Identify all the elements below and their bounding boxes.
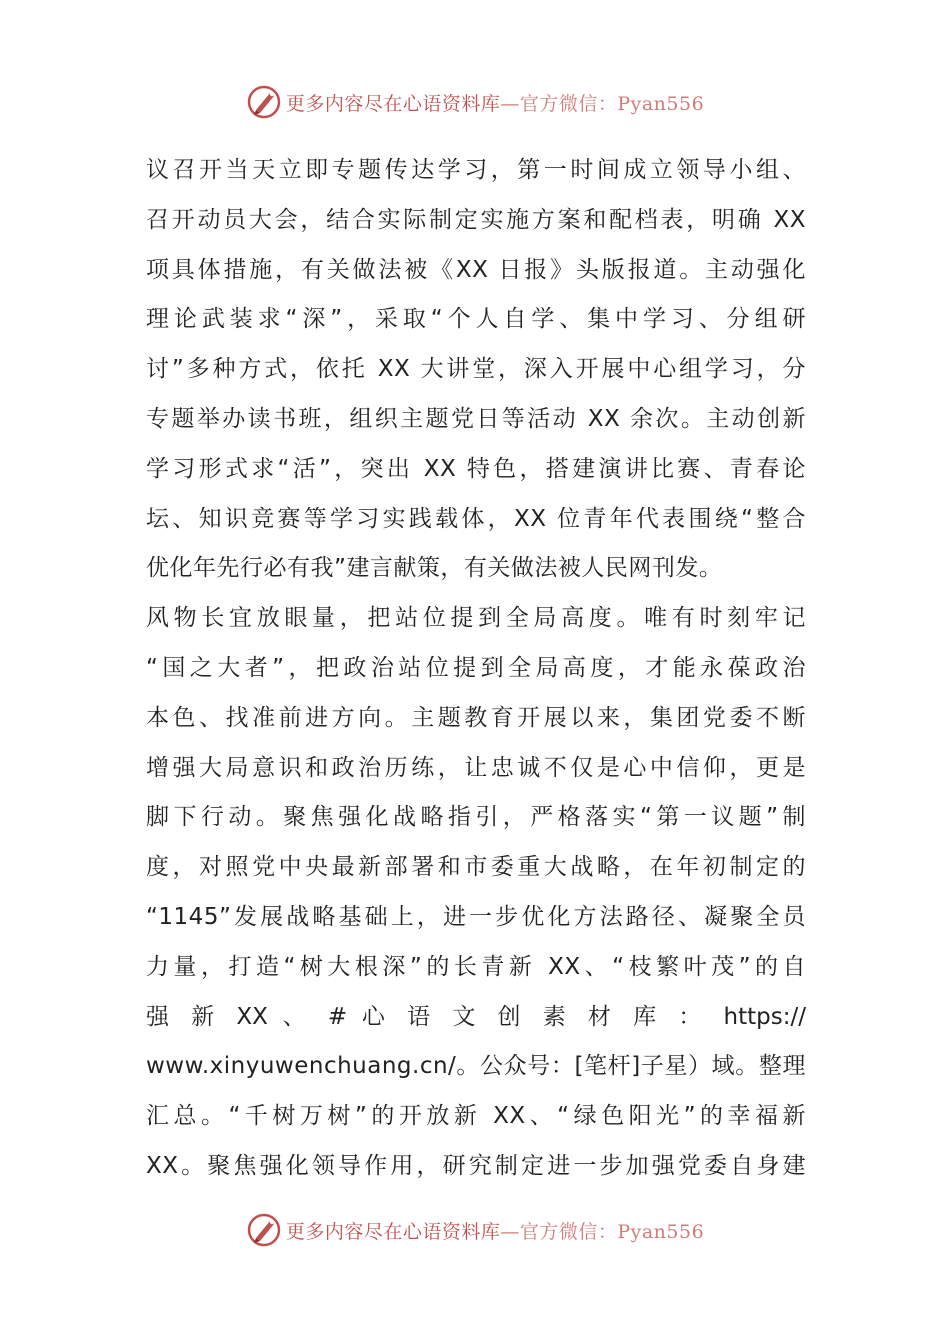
text-line: 优化年先行必有我”建言献策，有关做法被人民网刊发。 (146, 555, 723, 582)
document-body (146, 146, 806, 1192)
text-line: www.xinyuwenchuang.cn/。公众号：[笔杆]子星）域。整理 (146, 1053, 806, 1080)
watermark-text: 更多内容尽在心语资料库—官方微信：Pyan556 (285, 92, 705, 115)
text-line: 讨”多种方式，依托 XX 大讲堂，深入开展中心组学习，分 (146, 356, 806, 383)
watermark-text: 更多内容尽在心语资料库—官方微信：Pyan556 (285, 1220, 705, 1243)
text-line: XX。聚焦强化领导作用，研究制定进一步加强党委自身建 (146, 1152, 806, 1179)
text-line: 力量，打造“树大根深”的长青新 XX、“枝繁叶茂”的自 (146, 953, 806, 980)
text-line: 议召开当天立即专题传达学习，第一时间成立领导小组、 (146, 157, 806, 183)
pen-logo-icon (246, 84, 282, 120)
text-line: 汇总。“千树万树”的开放新 XX、“绿色阳光”的幸福新 (146, 1103, 806, 1130)
text-line: 度，对照党中央最新部署和市委重大战略，在年初制定的 (146, 854, 806, 881)
text-line: “国之大者”，把政治站位提到全局高度，才能永葆政治 (146, 654, 806, 681)
text-line: 坛、知识竞赛等学习实践载体，XX 位青年代表围绕“整合 (146, 505, 806, 532)
text-line: 脚下行动。聚焦强化战略指引，严格落实“第一议题”制 (146, 804, 806, 831)
text-line: 召开动员大会，结合实际制定实施方案和配档表，明确 XX (146, 206, 806, 233)
pen-logo-icon (246, 1212, 282, 1248)
text-line: 理论武装求“深”，采取“个人自学、集中学习、分组研 (146, 306, 806, 333)
footer-watermark (0, 1210, 950, 1250)
text-line: 专题举办读书班，组织主题党日等活动 XX 余次。主动创新 (146, 405, 806, 432)
text-line: 风物长宜放眼量，把站位提到全局高度。唯有时刻牢记 (146, 605, 806, 632)
text-line: 项具体措施，有关做法被《XX 日报》头版报道。主动强化 (146, 256, 806, 283)
text-line: 强 新 XX 、 # 心 语 文 创 素 材 库 ： https:// (146, 1003, 806, 1030)
text-line: 本色、找准前进方向。主题教育开展以来，集团党委不断 (146, 704, 806, 731)
text-line: 增强大局意识和政治历练，让忠诚不仅是心中信仰，更是 (146, 754, 806, 781)
text-line: 学习形式求“活”，突出 XX 特色，搭建演讲比赛、青春论 (146, 455, 806, 482)
header-watermark (0, 82, 950, 122)
text-line: “1145”发展战略基础上，进一步优化方法路径、凝聚全员 (146, 903, 806, 930)
